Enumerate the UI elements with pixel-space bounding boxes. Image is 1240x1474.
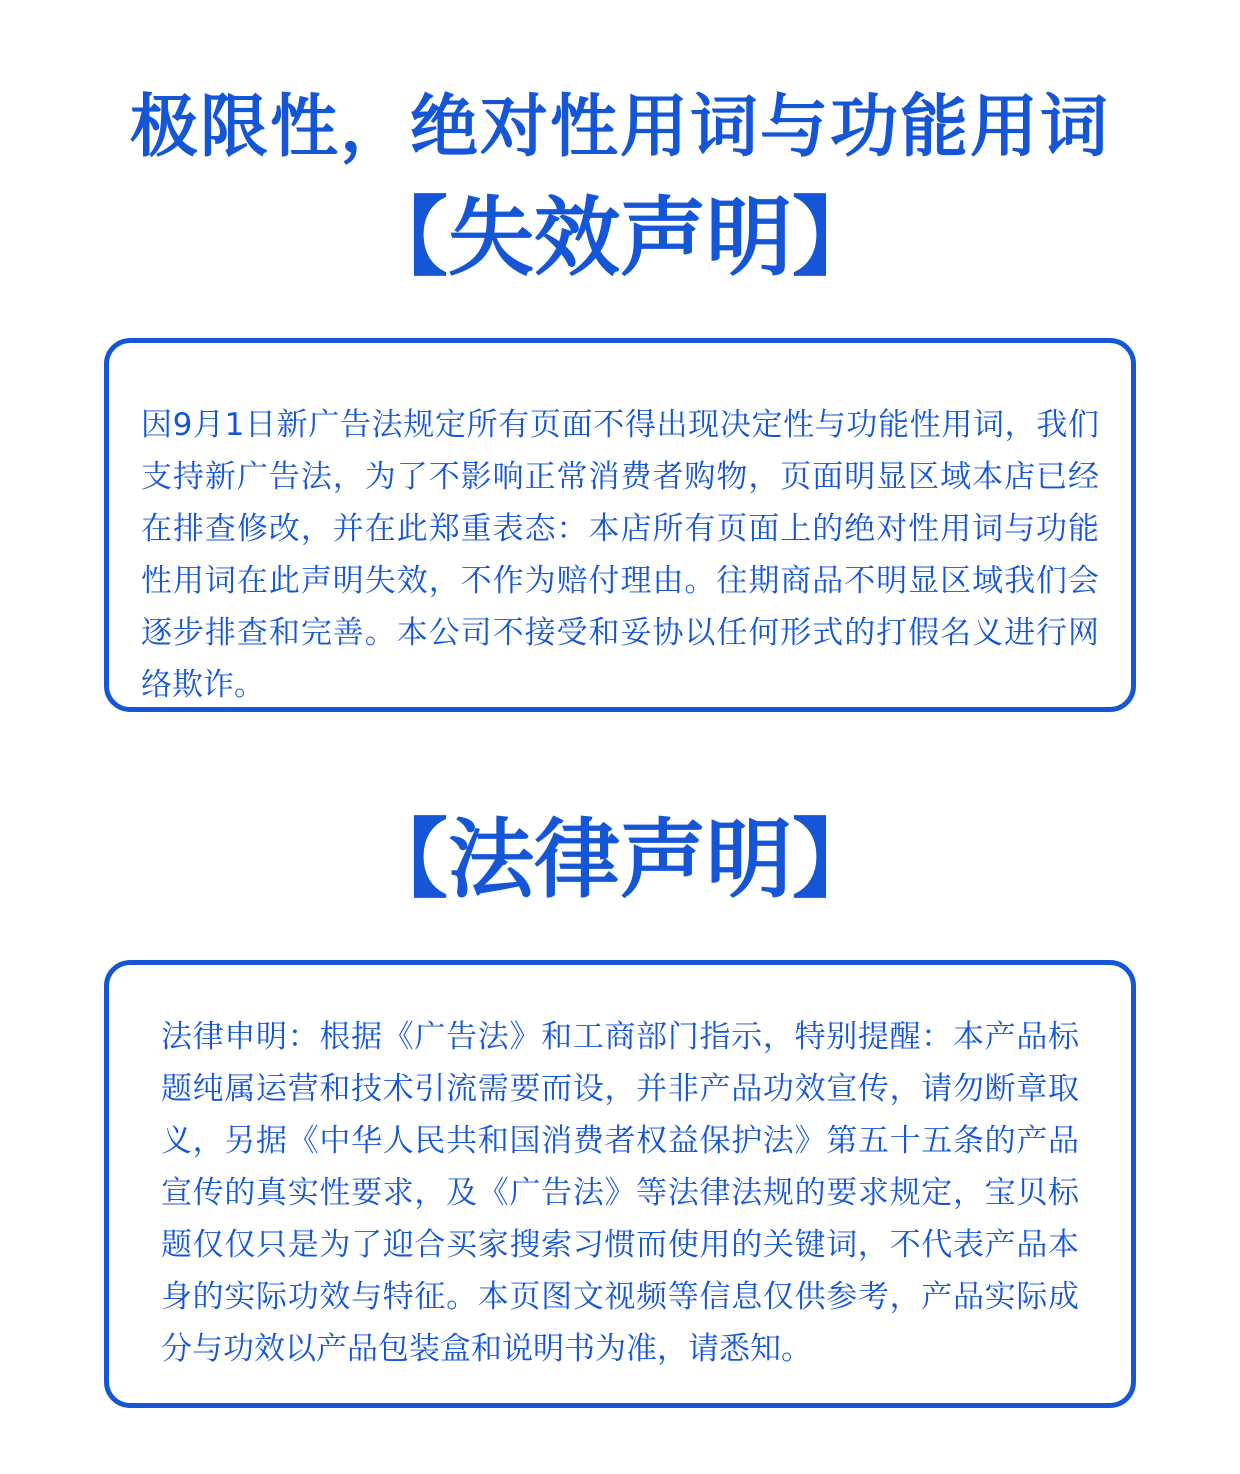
legal-statement-box bbox=[104, 960, 1136, 1408]
legal-statement-title: 【法律声明】 bbox=[362, 810, 878, 910]
invalid-statement-title: 【失效声明】 bbox=[362, 188, 878, 288]
invalid-statement-text: 因9月1日新广告法规定所有页面不得出现决定性与功能性用词，我们支持新广告法，为了不影响正常消费者购物，页面明显区域本店已经在排查修改，并在此郑重表态：本店所有页面上的绝对性用词与功能性用词在此声明失效，不作为赔付理由。往期商品不明显区域我们会逐步排查和完善。本公司不接受和妥协以任何形式的打假名义进行网络欺诈。 bbox=[141, 407, 1099, 703]
page-title-line1: 极限性，绝对性用词与功能用词 bbox=[129, 88, 1110, 167]
invalid-statement-box bbox=[104, 338, 1136, 712]
legal-statement-text: 法律申明：根据《广告法》和工商部门指示，特别提醒：本产品标题纯属运营和技术引流需要而设，并非产品功效宣传，请勿断章取义，另据《中华人民共和国消费者权益保护法》第五十五条的产品宣传的真实性要求，及《广告法》等法律法规的要求规定，宝贝标题仅仅只是为了迎合买家搜索习惯而使用的关键词，不代表产品本身的实际功效与特征。本页图文视频等信息仅供参考，产品实际成分与功效以产品包装盒和说明书为准，请悉知。 bbox=[161, 1019, 1079, 1367]
